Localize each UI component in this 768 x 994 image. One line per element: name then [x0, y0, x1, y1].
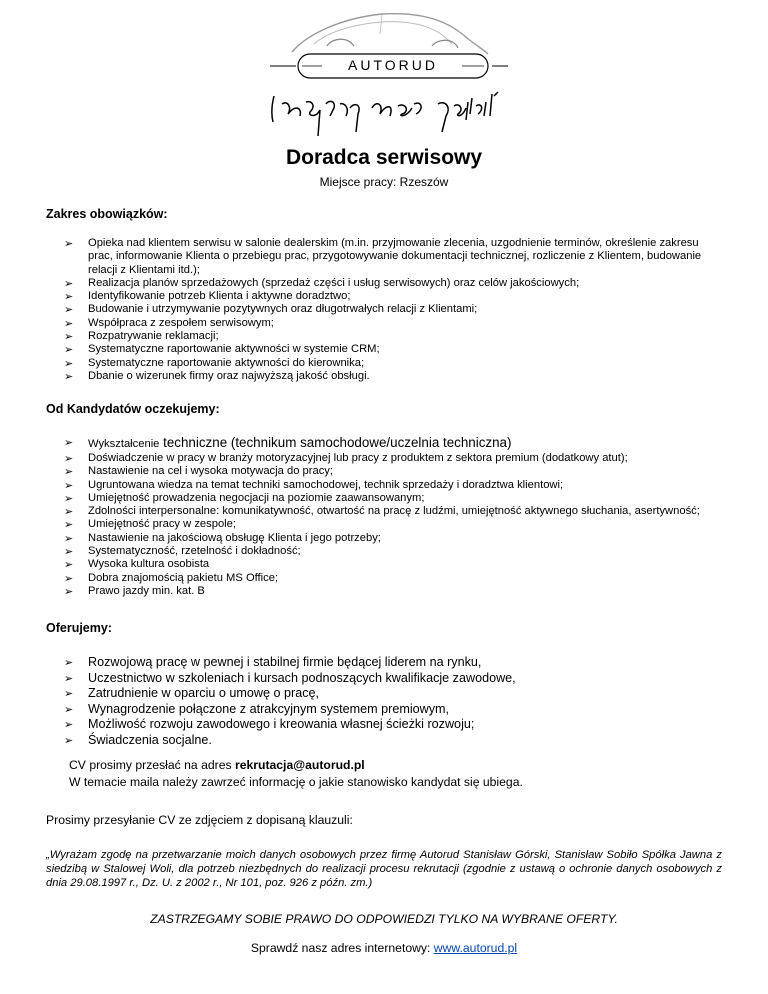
arrow-bullet-icon: ➢ — [64, 584, 74, 598]
list-item — [0, 505, 768, 518]
arrow-bullet-icon: ➢ — [64, 465, 74, 479]
list-item — [0, 452, 768, 465]
page-title: Doradca serwisowy — [285, 146, 483, 169]
list-item — [0, 357, 768, 370]
arrow-bullet-icon: ➢ — [64, 545, 74, 559]
arrow-bullet-icon: ➢ — [64, 505, 74, 519]
list-item — [0, 330, 768, 343]
arrow-bullet-icon: ➢ — [64, 718, 74, 731]
list-item — [0, 370, 768, 383]
arrow-bullet-icon: ➢ — [64, 518, 74, 532]
job-location: Miejsce pracy: Rzeszów — [319, 175, 449, 189]
list-item — [0, 317, 768, 330]
photo-request: Prosimy przesyłanie CV ze zdjęciem z dopisaną klauzuli: — [46, 813, 353, 827]
list-item-text: Wykształcenie — [88, 438, 160, 450]
list-item-text: Wynagrodzenie połączone z atrakcyjnym systemem premiowym, — [88, 701, 450, 716]
arrow-bullet-icon: ➢ — [64, 491, 74, 505]
list-item — [0, 655, 768, 671]
list-item-text: Umiejętność pracy w zespole; — [88, 518, 236, 531]
list-item-text: Dobra znajomością pakietu MS Office; — [88, 571, 279, 584]
offer-heading: Oferujemy: — [46, 621, 112, 635]
list-item-text: Zatrudnienie w oparciu o umowę o pracę, — [88, 686, 320, 700]
list-item — [0, 733, 768, 749]
list-item-text: Umiejętność prowadzenia negocjacji na poziomie zaawansowanym; — [88, 491, 425, 504]
brand-name: AUTORUD — [348, 57, 438, 73]
cv-instructions — [69, 758, 365, 772]
list-item — [0, 343, 768, 356]
arrow-bullet-icon: ➢ — [64, 343, 74, 357]
arrow-bullet-icon: ➢ — [64, 369, 74, 383]
list-item-text: Rozwojową pracę w pewnej i stabilnej firmie będącej liderem na rynku, — [88, 655, 482, 669]
list-item-text: Możliwość rozwoju zawodowego i kreowania własnej ścieżki rozwoju; — [88, 717, 475, 731]
arrow-bullet-icon: ➢ — [64, 303, 74, 317]
arrow-bullet-icon: ➢ — [64, 478, 74, 492]
cv-prefix: CV prosimy przesłać na adres — [69, 758, 235, 772]
list-item-text: Rozpatrywanie reklamacji; — [88, 330, 219, 343]
expectations-list — [0, 435, 768, 598]
list-item-text: Prawo jazdy min. kat. B — [88, 584, 205, 597]
footer-text: Sprawdź nasz adres internetowy: — [250, 941, 434, 955]
list-item-text: Doświadczenie w pracy w branży motoryzacyjnej lub pracy z produktem z sektora premium (dodatkowy atut); — [88, 452, 628, 464]
list-item-text: Świadczenia socjalne. — [88, 732, 212, 747]
expectations-heading: Od Kandydatów oczekujemy: — [46, 402, 220, 416]
list-item-text: Systematyczne raportowanie aktywności w systemie CRM; — [88, 343, 380, 356]
list-item-text: Opieka nad klientem serwisu w salonie dealerskim (m.in. przyjmowanie zlecenia, uzgodnienie terminów, określenie zakresu prac, informowanie Klienta o przebiegu prac, przygotowywanie dokumentacji technicznej, rozliczenie z Klientem, budowanie relacji z Klientami itd.); — [88, 237, 702, 276]
arrow-bullet-icon: ➢ — [64, 356, 74, 370]
arrow-bullet-icon: ➢ — [64, 571, 74, 585]
offer-list — [0, 655, 768, 748]
arrow-bullet-icon: ➢ — [64, 733, 74, 747]
email-subject-note: W temacie maila należy zawrzeć informację o jakie stanowisko kandydat się ubiega. — [69, 775, 523, 789]
list-item-text: Systematyczność, rzetelność i dokładność; — [88, 545, 301, 558]
list-item — [0, 290, 768, 303]
duties-list — [0, 237, 768, 383]
list-item — [0, 572, 768, 585]
list-item-text: Realizacja planów sprzedażowych (sprzedaż części i usług serwisowych) oraz celów jakościowych; — [88, 276, 580, 289]
arrow-bullet-icon: ➢ — [64, 316, 74, 330]
consent-clause: „Wyrażam zgodę na przetwarzanie moich danych osobowych przez firmę Autorud Stanisław Górski, Stanisław Sobiło Spółka Jawna z siedzibą w Stalowej Woli, dla potrzeb niezbędnych do realizacji procesu rekrutacji (zgodnie z ustawą o ochronie danych osobowych z dnia 29.08.1997 r., Dz. U. z 2002 r., Nr 101, poz. 926 z późn. zm.) — [46, 849, 722, 889]
arrow-bullet-icon: ➢ — [64, 237, 74, 250]
list-item — [0, 479, 768, 492]
list-item — [0, 435, 768, 452]
list-item-text: Nastawienie na cel i wysoka motywacja do pracy; — [88, 465, 333, 478]
arrow-bullet-icon: ➢ — [64, 687, 74, 700]
arrow-bullet-icon: ➢ — [64, 671, 74, 685]
list-item — [0, 237, 768, 277]
list-item-text: Współpraca z zespołem serwisowym; — [88, 316, 274, 329]
list-item — [0, 303, 768, 316]
reservation-notice: ZASTRZEGAMY SOBIE PRAWO DO ODPOWIEDZI TYLKO NA WYBRANE OFERTY. — [150, 912, 618, 926]
list-item — [0, 702, 768, 718]
list-item — [0, 671, 768, 687]
arrow-bullet-icon: ➢ — [64, 702, 74, 716]
list-item-text: Systematyczne raportowanie aktywności do kierownika; — [88, 356, 365, 369]
list-item — [0, 518, 768, 531]
cv-email: rekrutacja@autorud.pl — [234, 758, 365, 772]
list-item-text: Ugruntowana wiedza na temat techniki samochodowej, technik sprzedaży i doradztwa klientowi; — [88, 478, 564, 491]
list-item — [0, 717, 768, 733]
list-item — [0, 558, 768, 571]
arrow-bullet-icon: ➢ — [64, 276, 74, 290]
arrow-bullet-icon: ➢ — [64, 436, 74, 449]
autorud-logo — [262, 4, 512, 144]
list-item — [0, 686, 768, 702]
car-silhouette-icon — [262, 4, 512, 144]
list-item-text: techniczne (technikum samochodowe/uczelnia techniczna) — [159, 435, 512, 450]
list-item — [0, 465, 768, 478]
arrow-bullet-icon: ➢ — [64, 531, 74, 545]
arrow-bullet-icon: ➢ — [64, 656, 74, 669]
footer — [0, 941, 768, 955]
list-item-text: Identyfikowanie potrzeb Klienta i aktywne doradztwo; — [88, 290, 351, 303]
list-item — [0, 585, 768, 598]
list-item — [0, 545, 768, 558]
list-item-text: Zdolności interpersonalne: komunikatywność, otwartość na pracę z ludźmi, umiejętność aktywnego słuchania, asertywność; — [88, 505, 700, 518]
website-link[interactable]: www.autorud.pl — [433, 941, 518, 955]
arrow-bullet-icon: ➢ — [64, 290, 74, 304]
arrow-bullet-icon: ➢ — [64, 558, 74, 572]
list-item-text: Budowanie i utrzymywanie pozytywnych oraz długotrwałych relacji z Klientami; — [88, 303, 478, 316]
arrow-bullet-icon: ➢ — [64, 330, 74, 344]
duties-heading: Zakres obowiązków: — [46, 207, 168, 221]
list-item-text: Dbanie o wizerunek firmy oraz najwyższą jakość obsługi. — [88, 369, 370, 382]
list-item-text: Wysoka kultura osobista — [88, 558, 210, 571]
arrow-bullet-icon: ➢ — [64, 452, 74, 465]
list-item-text: Nastawienie na jakościową obsługę Klienta i jego potrzeby; — [88, 531, 381, 544]
list-item — [0, 492, 768, 505]
list-item — [0, 277, 768, 290]
list-item — [0, 532, 768, 545]
list-item-text: Uczestnictwo w szkoleniach i kursach podnoszących kwalifikacje zawodowe, — [88, 670, 516, 685]
